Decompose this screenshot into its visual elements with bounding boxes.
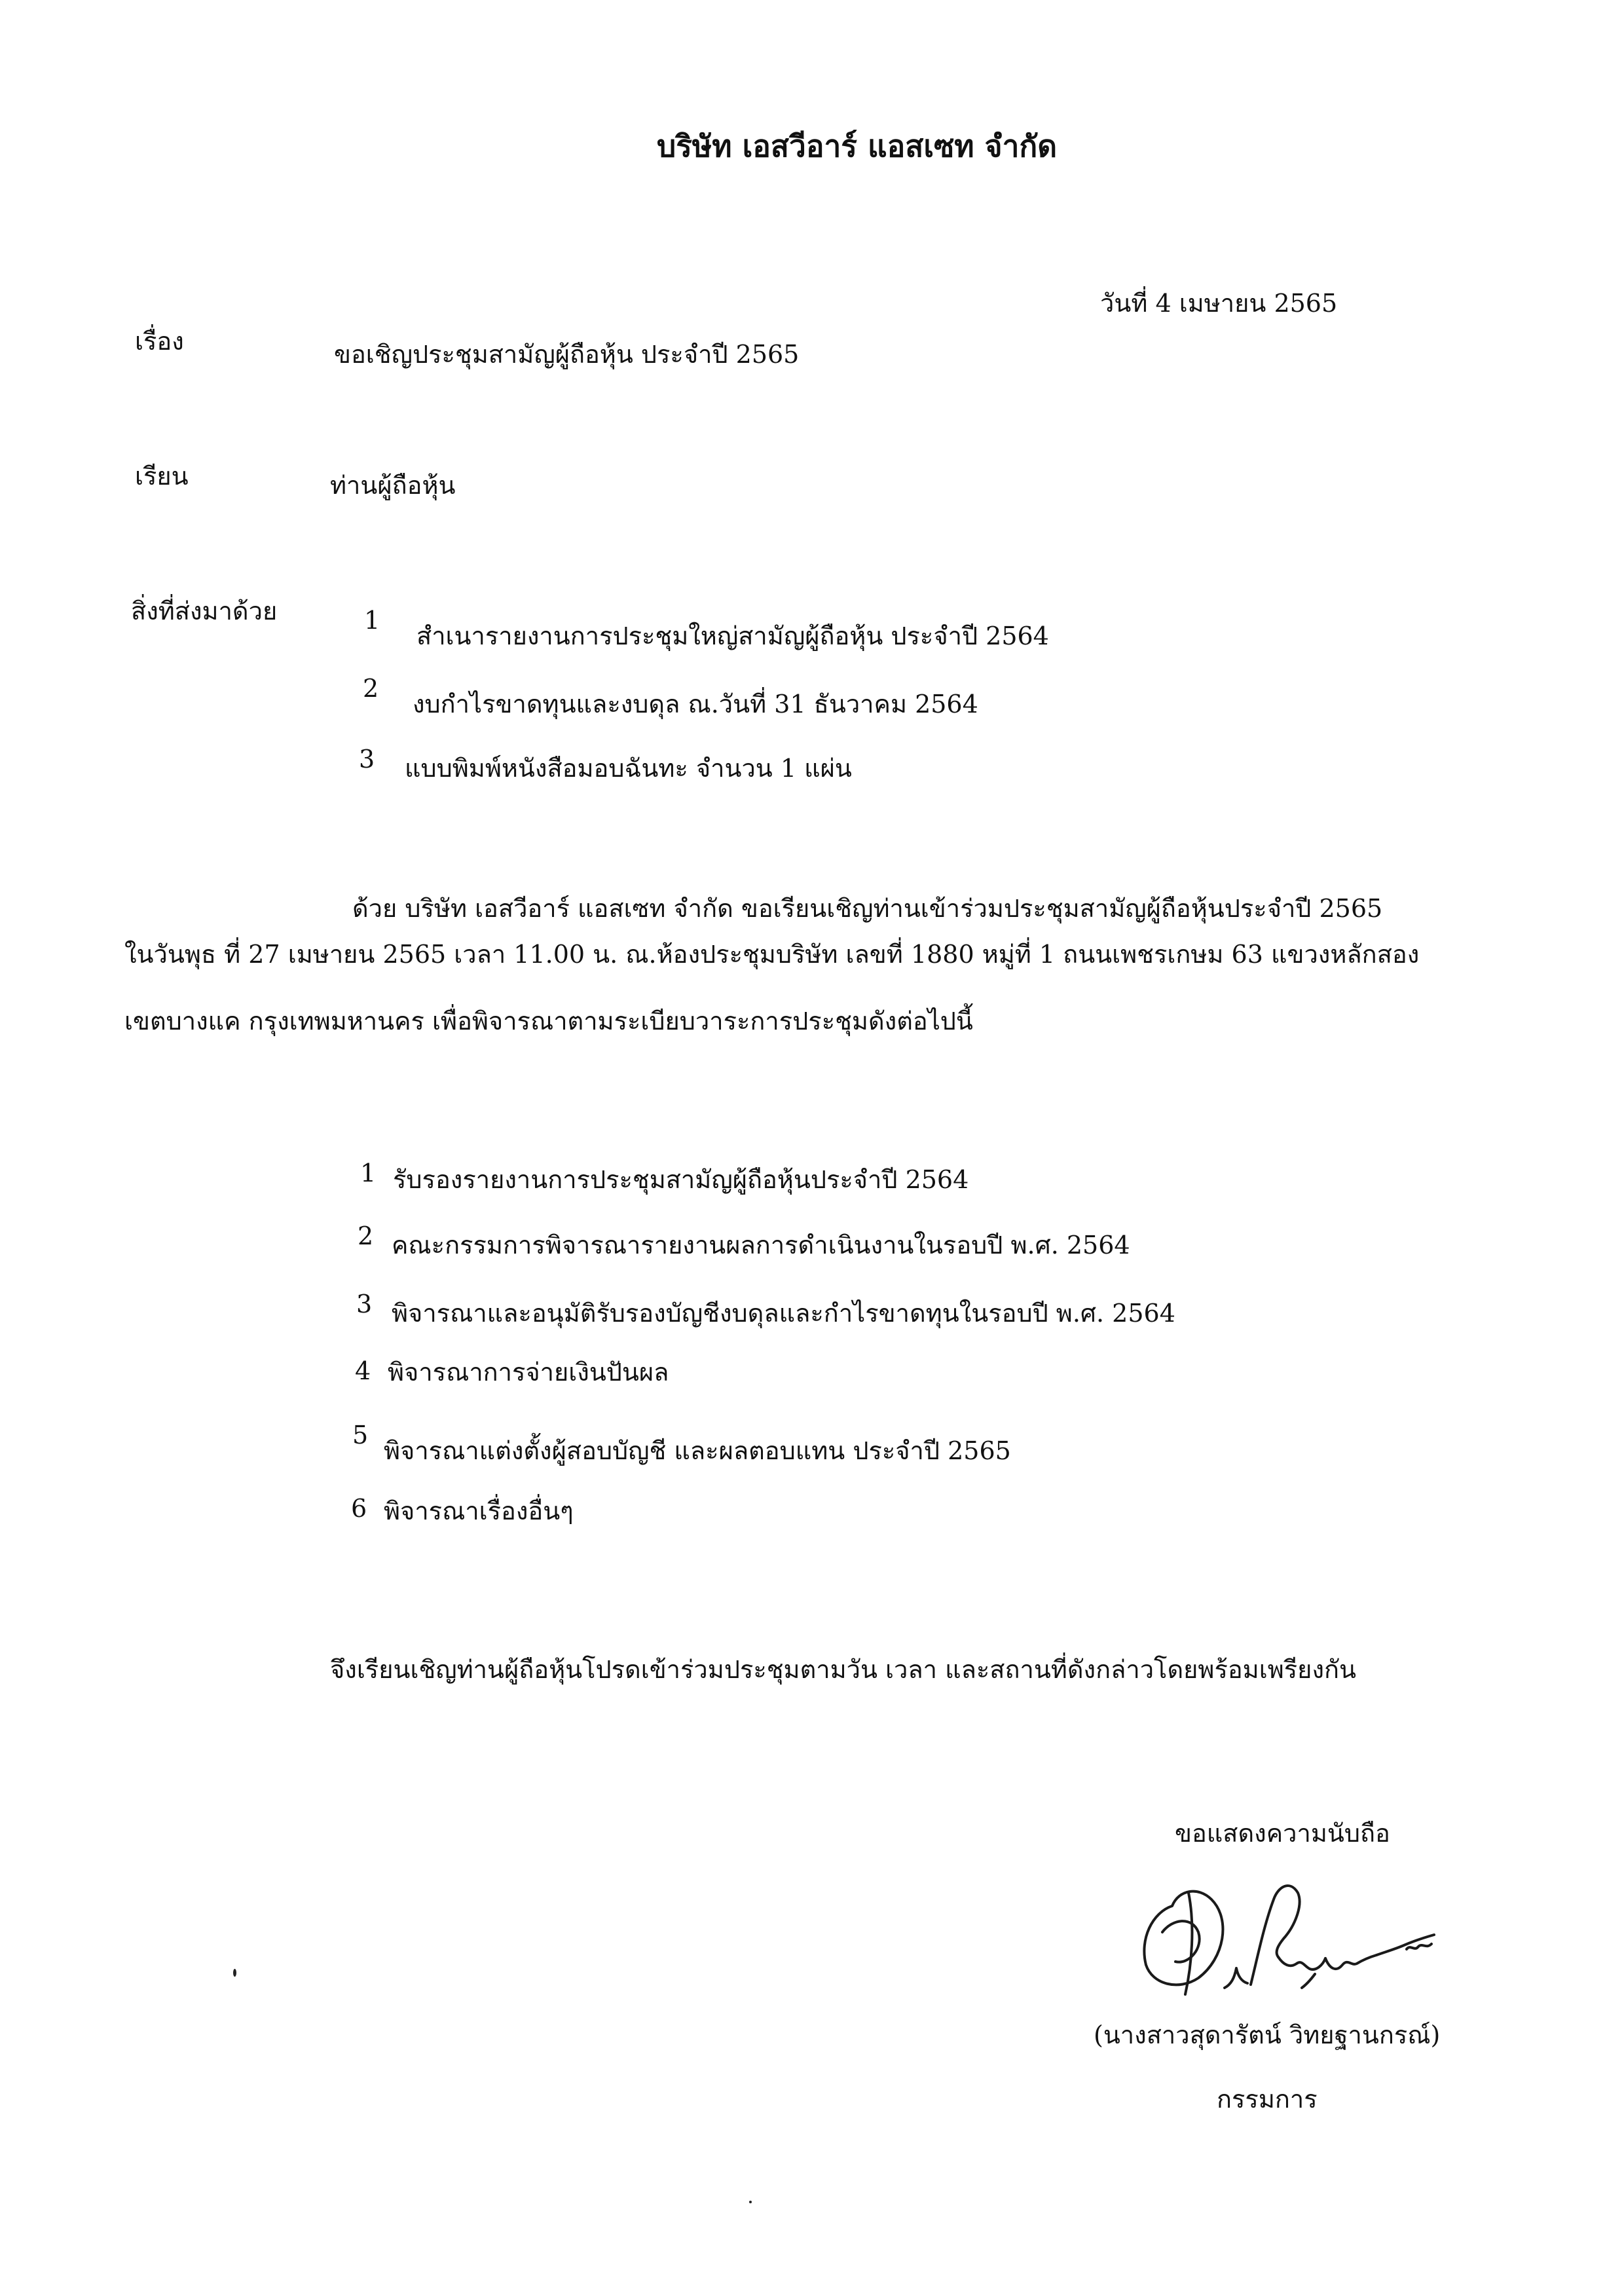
letter-date: วันที่ 4 เมษายน 2565 [1100, 289, 1338, 318]
agenda-item-text: คณะกรรมการพิจารณารายงานผลการดำเนินงานในรอบปี พ.ศ. 2564 [392, 1231, 1130, 1259]
agenda-item-number: 1 [360, 1159, 377, 1187]
company-title: บริษัท เอสวีอาร์ แอสเซท จำกัด [657, 128, 1058, 164]
to-value: ท่านผู้ถือหุ้น [330, 471, 456, 500]
scan-speck [749, 2201, 752, 2203]
to-label: เรียน [135, 462, 189, 491]
body-paragraph-line: เขตบางแค กรุงเทพมหานคร เพื่อพิจารณาตามระเบียบวาระการประชุมดังต่อไปนี้ [124, 1007, 973, 1036]
agenda-item-number: 2 [358, 1222, 374, 1250]
body-paragraph-line: ในวันพุธ ที่ 27 เมษายน 2565 เวลา 11.00 น. ณ.ห้องประชุมบริษัท เลขที่ 1880 หมู่ที่ 1 ถนนเพชรเกษม 63 แขวงหลักสอง [124, 940, 1420, 969]
enclosure-item-number: 3 [359, 745, 375, 774]
enclosure-item-text: สำเนารายงานการประชุมใหญ่สามัญผู้ถือหุ้น ประจำปี 2564 [416, 622, 1049, 650]
agenda-item-text: รับรองรายงานการประชุมสามัญผู้ถือหุ้นประจำปี 2564 [393, 1165, 969, 1194]
scan-speck [233, 1969, 236, 1977]
signature-image [1126, 1854, 1493, 2004]
closing-paragraph: จึงเรียนเชิญท่านผู้ถือหุ้นโปรดเข้าร่วมประชุมตามวัน เวลา และสถานที่ดังกล่าวโดยพร้อมเพรียงกัน [330, 1655, 1356, 1684]
agenda-item-number: 3 [356, 1290, 373, 1318]
agenda-item-text: พิจารณาเรื่องอื่นๆ [384, 1497, 574, 1525]
signer-name: (นางสาวสุดารัตน์ วิทยฐานกรณ์) [1094, 2021, 1441, 2049]
enclosures-label: สิ่งที่ส่งมาด้วย [131, 597, 278, 625]
enclosure-item-number: 2 [363, 674, 379, 703]
subject-value: ขอเชิญประชุมสามัญผู้ถือหุ้น ประจำปี 2565 [334, 340, 800, 369]
agenda-item-text: พิจารณาและอนุมัติรับรองบัญชีงบดุลและกำไรขาดทุนในรอบปี พ.ศ. 2564 [392, 1299, 1175, 1328]
agenda-item-number: 5 [352, 1421, 369, 1449]
agenda-item-number: 6 [351, 1494, 367, 1523]
enclosure-item-text: แบบพิมพ์หนังสือมอบฉันทะ จำนวน 1 แผ่น [405, 754, 852, 783]
body-paragraph-line: ด้วย บริษัท เอสวีอาร์ แอสเซท จำกัด ขอเรียนเชิญท่านเข้าร่วมประชุมสามัญผู้ถือหุ้นประจำปี 2565 [352, 894, 1383, 923]
regards-line: ขอแสดงความนับถือ [1175, 1819, 1390, 1848]
agenda-item-number: 4 [355, 1356, 371, 1385]
agenda-item-text: พิจารณาการจ่ายเงินปันผล [388, 1358, 669, 1387]
signer-title: กรรมการ [1217, 2085, 1318, 2114]
subject-label: เรื่อง [135, 327, 184, 356]
enclosure-item-number: 1 [364, 606, 380, 635]
enclosure-item-text: งบกำไรขาดทุนและงบดุล ณ.วันที่ 31 ธันวาคม 2564 [413, 690, 978, 718]
agenda-item-text: พิจารณาแต่งตั้งผู้สอบบัญชี และผลตอบแทน ประจำปี 2565 [384, 1436, 1011, 1465]
